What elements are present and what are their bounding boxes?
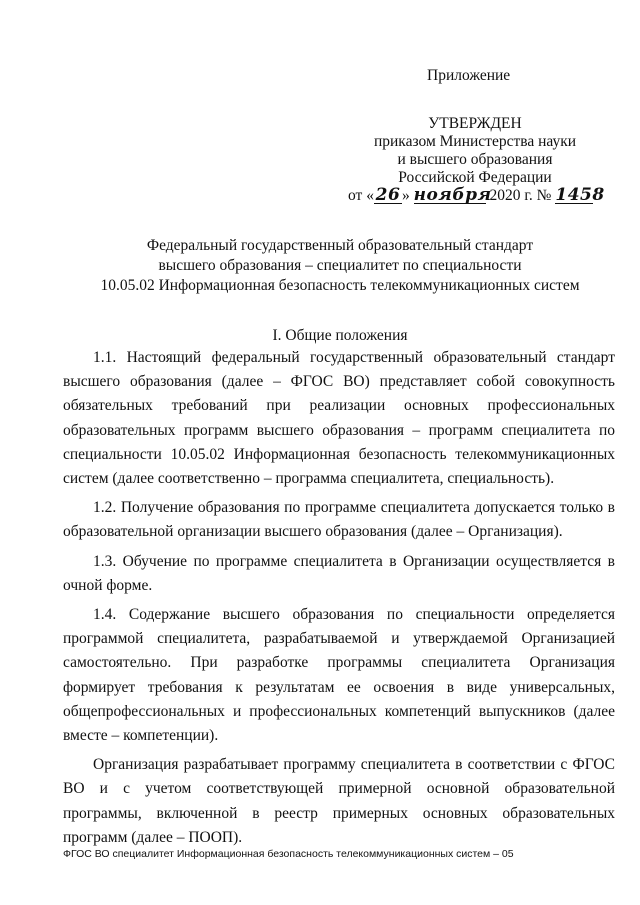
paragraph-1-2: 1.2. Получение образования по программе специалитета допускается только в образовательной организации высшего образования (далее – Организация).	[63, 499, 615, 541]
title-line-3: 10.05.02 Информационная безопасность телекоммуникационных систем	[100, 277, 580, 294]
title-line-2: высшего образования – специалитет по специальности	[158, 257, 522, 274]
title-line-1: Федеральный государственный образовательный стандарт	[146, 237, 534, 254]
approval-line-2: и высшего образования	[397, 151, 553, 168]
paragraph-organization: Организация разрабатывает программу специалитета в соответствии с ФГОС ВО и с учетом соответствующей примерной основной образовательной программы, включенной в реестр примерных основных образовательных программ (далее – ПООП).	[63, 756, 615, 846]
order-number: 1458	[555, 185, 605, 205]
document-title	[60, 236, 620, 296]
approval-line-3: Российской Федерации	[398, 169, 552, 186]
paragraph-1-4: 1.4. Содержание высшего образования по специальности определяется программой специалитета, разрабатываемой и утверждаемой Организацией самостоятельно. При разработке программы специалитета Организация формирует требования к результатам ее освоения в виде универсальных, общепрофессиональных и профессиональных компетенций выпускников (далее вместе – компетенции).	[63, 606, 615, 745]
approved-label: УТВЕРЖДЕН	[428, 115, 522, 132]
order-year: 2020 г. №	[489, 187, 552, 204]
paragraph-1-1: 1.1. Настоящий федеральный государственный образовательный стандарт высшего образования (далее – ФГОС ВО) представляет собой совокупность обязательных требований при реализации основных профессиональных образовательных программ высшего образования – программ специалитета по специальности 10.05.02 Информационная безопасность телекоммуникационных систем (далее соответственно – программа специалитета, специальность).	[63, 349, 615, 488]
order-date-line	[348, 185, 605, 205]
approval-line-1: приказом Министерства науки	[373, 133, 577, 150]
order-month: ноября	[413, 185, 492, 205]
order-quote-close: »	[401, 187, 410, 204]
paragraph-1-3: 1.3. Обучение по программе специалитета в Организации осуществляется в очной форме.	[63, 552, 615, 594]
order-prefix: от «	[348, 187, 374, 204]
section-heading: I. Общие положения	[272, 327, 408, 344]
appendix-label: Приложение	[427, 67, 511, 84]
approval-block	[330, 115, 620, 205]
order-day: 26	[375, 185, 401, 205]
document-body	[63, 346, 615, 855]
page-footer: ФГОС ВО специалитет Информационная безопасность телекоммуникационных систем – 05	[63, 848, 514, 860]
